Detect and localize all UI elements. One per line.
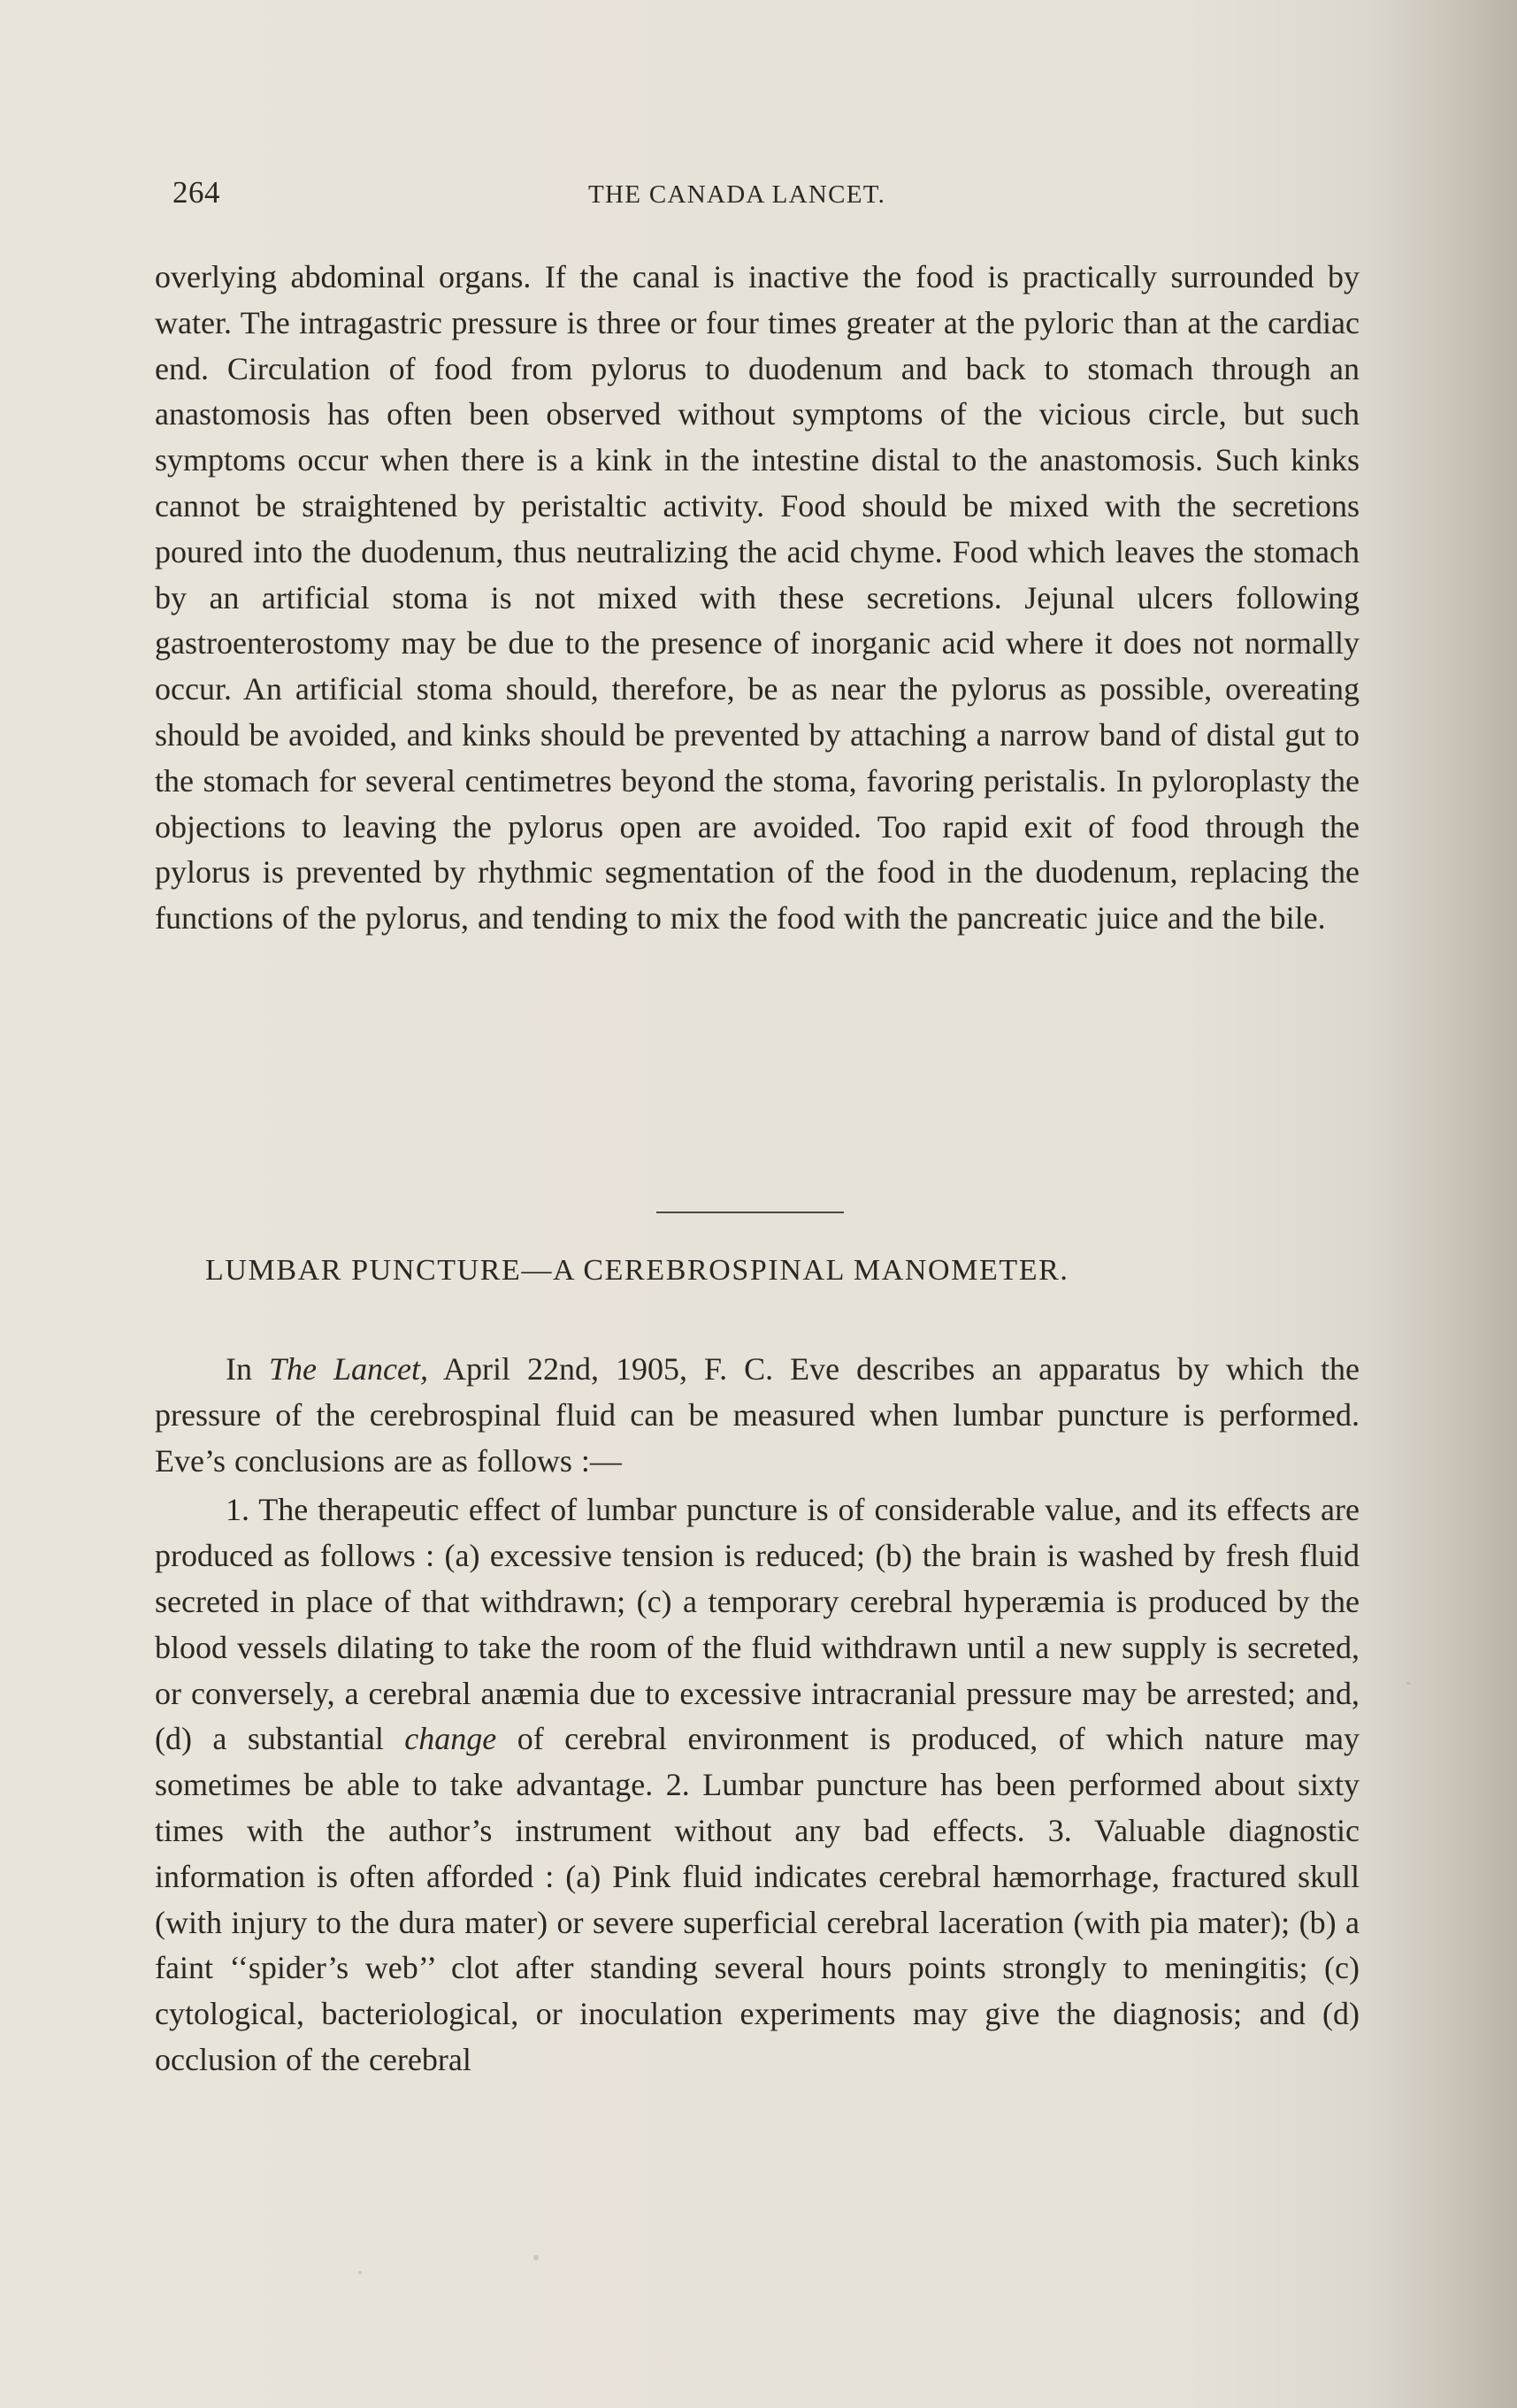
continuation-text-block: [155, 255, 1360, 942]
continuation-paragraph: overlying abdominal organs. If the canal is inactive the food is practically surrounded by water. The intragastric pressure is three or four times greater at the pyloric than at the cardiac end. Circulation of food from pylorus to duodenum and back to stomach through an anastomosis has often been observed without symptoms of the vicious circle, but such symptoms occur when there is a kink in the intestine distal to the anastomosis. Such kinks cannot be straightened by peristaltic activity. Food should be mixed with the secretions poured into the duodenum, thus neutralizing the acid chyme. Food which leaves the stomach by an artificial stoma is not mixed with these secretions. Jejunal ulcers following gastroenterostomy may be due to the presence of inorganic acid where it does not normally occur. An artificial stoma should, therefore, be as near the pylorus as possible, overeating should be avoided, and kinks should be prevented by attaching a narrow band of distal gut to the stomach for several centimetres beyond the stoma, favoring peristalis. In pyloroplasty the objections to leaving the pylorus open are avoided. Too rapid exit of food through the pylorus is prevented by rhythmic segmentation of the food in the duodenum, replacing the functions of the pylorus, and tending to mix the food with the pancreatic juice and the bile.: [155, 259, 1360, 936]
intro-rest: April 22nd, 1905, F. C. Eve describes an apparatus by which the pressure of the cerebrospinal fluid can be measured when lumbar puncture is performed. Eve’s conclusions are as follows :—: [155, 1351, 1360, 1479]
running-head: [172, 168, 1358, 221]
conclusions-emphasis: change: [404, 1721, 497, 1757]
article-heading: LUMBAR PUNCTURE—A CEREBROSPINAL MANOMETER.: [205, 1254, 1069, 1287]
page-number: 264: [172, 175, 220, 210]
paper-speck: [533, 2255, 539, 2260]
conclusions-part-1: 1. The therapeutic effect of lumbar puncture is of considerable value, and its effects are produced as follows : (a) excessive tension is reduced; (b) the brain is washed by fresh fluid secreted in place of that withdrawn; (c) a temporary cerebral hyperæmia is produced by the blood vessels dilating to take the room of the fluid withdrawn until a new supply is secreted, or conversely, a cerebral anæmia due to excessive intracranial pressure may be arrested; and, (d) a substantial: [155, 1492, 1360, 1757]
article-body: [155, 1347, 1360, 2083]
journal-title: THE CANADA LANCET.: [588, 180, 886, 209]
intro-lead: In: [226, 1351, 269, 1387]
conclusions-paragraph: [155, 1487, 1360, 2083]
journal-citation: The Lancet,: [269, 1351, 428, 1387]
conclusions-part-2: of cerebral environment is produced, of which nature may sometimes be able to take advantage. 2. Lumbar puncture has been performed about sixty times with the author’s instrument without any bad effects. 3. Valuable diagnostic information is often afforded : (a) Pink fluid indicates cerebral hæmorrhage, fractured skull (with injury to the dura mater) or severe superficial cerebral laceration (with pia mater); (b) a faint ‘‘spider’s web’’ clot after standing several hours points strongly to meningitis; (c) cytological, bacteriological, or inoculation experiments may give the diagnosis; and (d) occlusion of the cerebral: [155, 1721, 1360, 2077]
intro-paragraph: [155, 1347, 1360, 1484]
paper-speck: [1406, 1682, 1411, 1685]
section-divider: [656, 1212, 844, 1213]
paper-speck: [358, 2271, 362, 2274]
